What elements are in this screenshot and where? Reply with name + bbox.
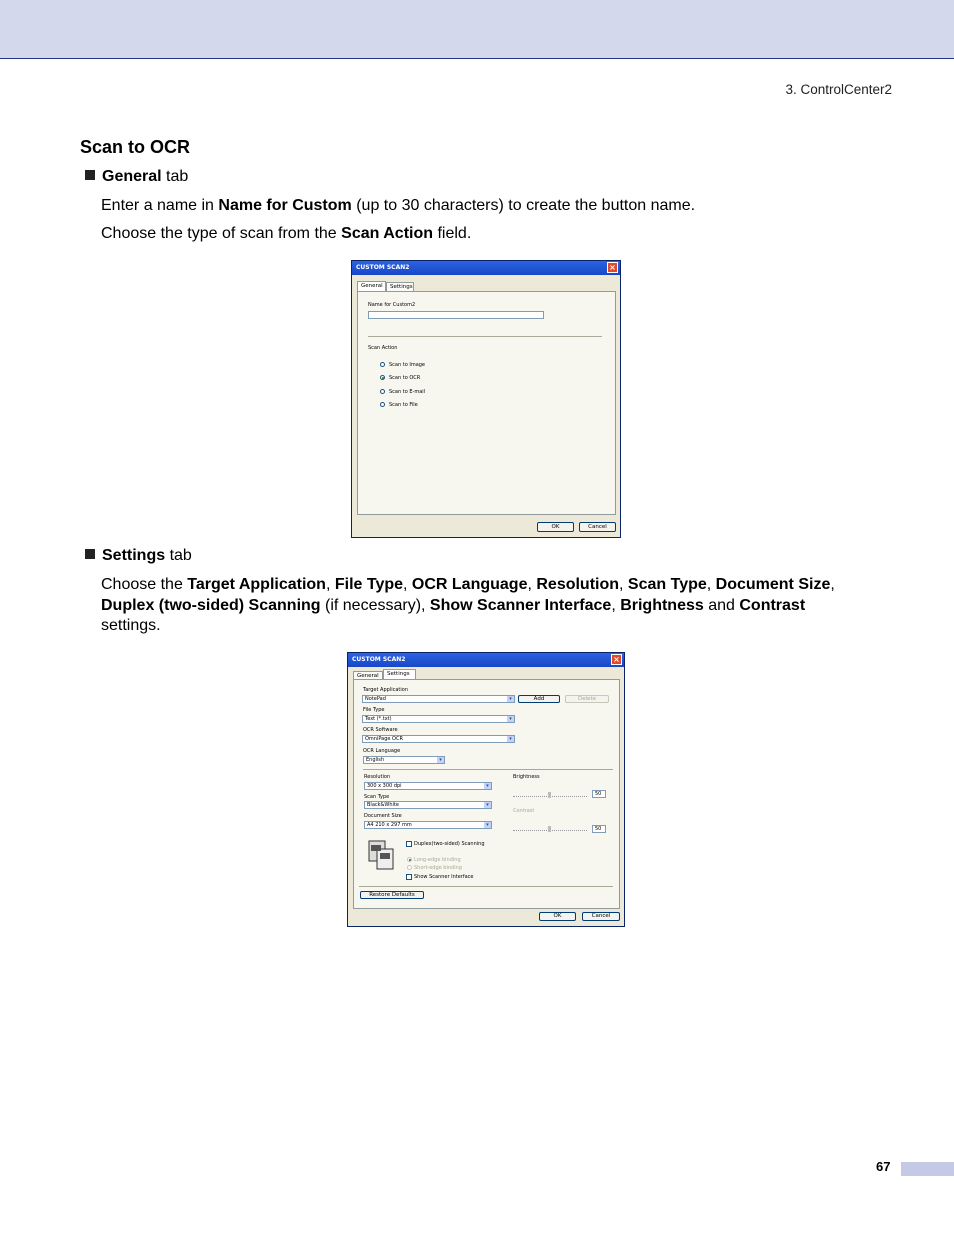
resolution-label: Resolution (364, 774, 391, 780)
settings-tab-bullet: Settings tab (85, 547, 192, 565)
custom-scan-dialog-settings (347, 652, 625, 927)
page-number-bar (901, 1162, 954, 1176)
scan-to-file-label: Scan to File (389, 402, 418, 408)
settings-paragraph: Choose the Target Application, File Type, OCR Language, Resolution, Scan Type, Document Size, Duplex (two-sided) Scanning (if necessary), Show Scanner Interface, Brightness and Contrast settings. (101, 576, 835, 634)
chevron-down-icon: ▾ (484, 802, 491, 808)
dialog-titlebar: CUSTOM SCAN2 × (348, 653, 624, 667)
bullet-square-icon (85, 549, 95, 559)
chevron-down-icon: ▾ (507, 736, 514, 742)
settings-panel (353, 679, 620, 909)
tab-settings[interactable]: Settings (383, 669, 416, 680)
scan-type-select[interactable]: Black&White ▾ (364, 801, 492, 809)
brightness-value[interactable]: 50 (592, 790, 606, 798)
radio-short-edge[interactable] (407, 865, 412, 870)
restore-defaults-button[interactable]: Restore Defaults (360, 891, 424, 899)
ocr-language-select[interactable]: English ▾ (363, 756, 445, 764)
tab-settings[interactable]: Settings (386, 282, 414, 292)
chevron-down-icon: ▾ (507, 716, 514, 722)
short-edge-label: Short-edge binding (414, 865, 462, 871)
header-band (0, 0, 954, 59)
target-app-label: Target Application (363, 687, 408, 693)
general-panel (357, 291, 616, 515)
document-size-select[interactable]: A4 210 x 297 mm ▾ (364, 821, 492, 829)
contrast-slider[interactable] (513, 826, 587, 831)
brightness-slider[interactable] (513, 792, 587, 797)
bullet-square-icon (85, 170, 95, 180)
tab-general[interactable]: General (357, 281, 386, 292)
radio-scan-to-email[interactable] (380, 389, 385, 394)
show-scanner-interface-label: Show Scanner Interface (414, 874, 474, 880)
close-icon[interactable]: × (607, 262, 618, 273)
radio-scan-to-ocr[interactable] (380, 375, 385, 380)
custom-scan-dialog-general (351, 260, 621, 538)
scan-to-ocr-label: Scan to OCR (389, 375, 421, 381)
section-title: Scan to OCR (80, 137, 191, 157)
add-button[interactable]: Add (518, 695, 560, 703)
duplex-checkbox[interactable] (406, 841, 412, 847)
target-app-select[interactable]: NotePad ▾ (362, 695, 515, 703)
brightness-label: Brightness (513, 774, 540, 780)
ok-button[interactable]: OK (537, 522, 574, 532)
radio-long-edge[interactable] (407, 857, 412, 862)
file-type-select[interactable]: Text (*.txt) ▾ (362, 715, 515, 723)
chevron-down-icon: ▾ (437, 757, 444, 763)
general-paragraph-1: Enter a name in Name for Custom (up to 30 characters) to create the button name. (101, 197, 696, 214)
cancel-button[interactable]: Cancel (579, 522, 616, 532)
chapter-label: 3. ControlCenter2 (785, 82, 892, 97)
delete-button[interactable]: Delete (565, 695, 609, 703)
ocr-software-select[interactable]: OmniPage OCR ▾ (362, 735, 515, 743)
long-edge-label: Long-edge binding (414, 857, 461, 863)
duplex-illustration-icon (367, 839, 397, 871)
ocr-software-label: OCR Software (363, 727, 398, 733)
page-number: 67 (876, 1159, 891, 1174)
name-for-custom-label: Name for Custom2 (368, 302, 416, 308)
slider-thumb[interactable] (548, 826, 551, 832)
file-type-label: File Type (363, 707, 385, 713)
cancel-button[interactable]: Cancel (582, 912, 620, 921)
separator (363, 769, 613, 770)
chevron-down-icon: ▾ (507, 696, 514, 702)
separator (368, 336, 602, 337)
dialog-titlebar: CUSTOM SCAN2 × (352, 261, 620, 275)
duplex-label: Duplex(two-sided) Scanning (414, 841, 485, 847)
contrast-value[interactable]: 50 (592, 825, 606, 833)
contrast-label: Contrast (513, 808, 535, 814)
scan-type-label: Scan Type (364, 794, 390, 800)
separator (359, 886, 613, 887)
chevron-down-icon: ▾ (484, 822, 491, 828)
ok-button[interactable]: OK (539, 912, 576, 921)
resolution-select[interactable]: 300 x 300 dpi ▾ (364, 782, 492, 790)
scan-action-label: Scan Action (368, 345, 398, 351)
scan-to-image-label: Scan to Image (389, 362, 426, 368)
show-scanner-interface-checkbox[interactable] (406, 874, 412, 880)
slider-thumb[interactable] (548, 792, 551, 798)
scan-to-email-label: Scan to E-mail (389, 389, 426, 395)
radio-scan-to-image[interactable] (380, 362, 385, 367)
close-icon[interactable]: × (611, 654, 622, 665)
chevron-down-icon: ▾ (484, 783, 491, 789)
name-for-custom-input[interactable] (368, 311, 544, 319)
radio-scan-to-file[interactable] (380, 402, 385, 407)
ocr-language-label: OCR Language (363, 748, 401, 754)
general-tab-bullet: General tab (85, 168, 188, 186)
document-size-label: Document Size (364, 813, 402, 819)
general-paragraph-2: Choose the type of scan from the Scan Action field. (101, 225, 472, 242)
tab-general[interactable]: General (353, 671, 383, 681)
